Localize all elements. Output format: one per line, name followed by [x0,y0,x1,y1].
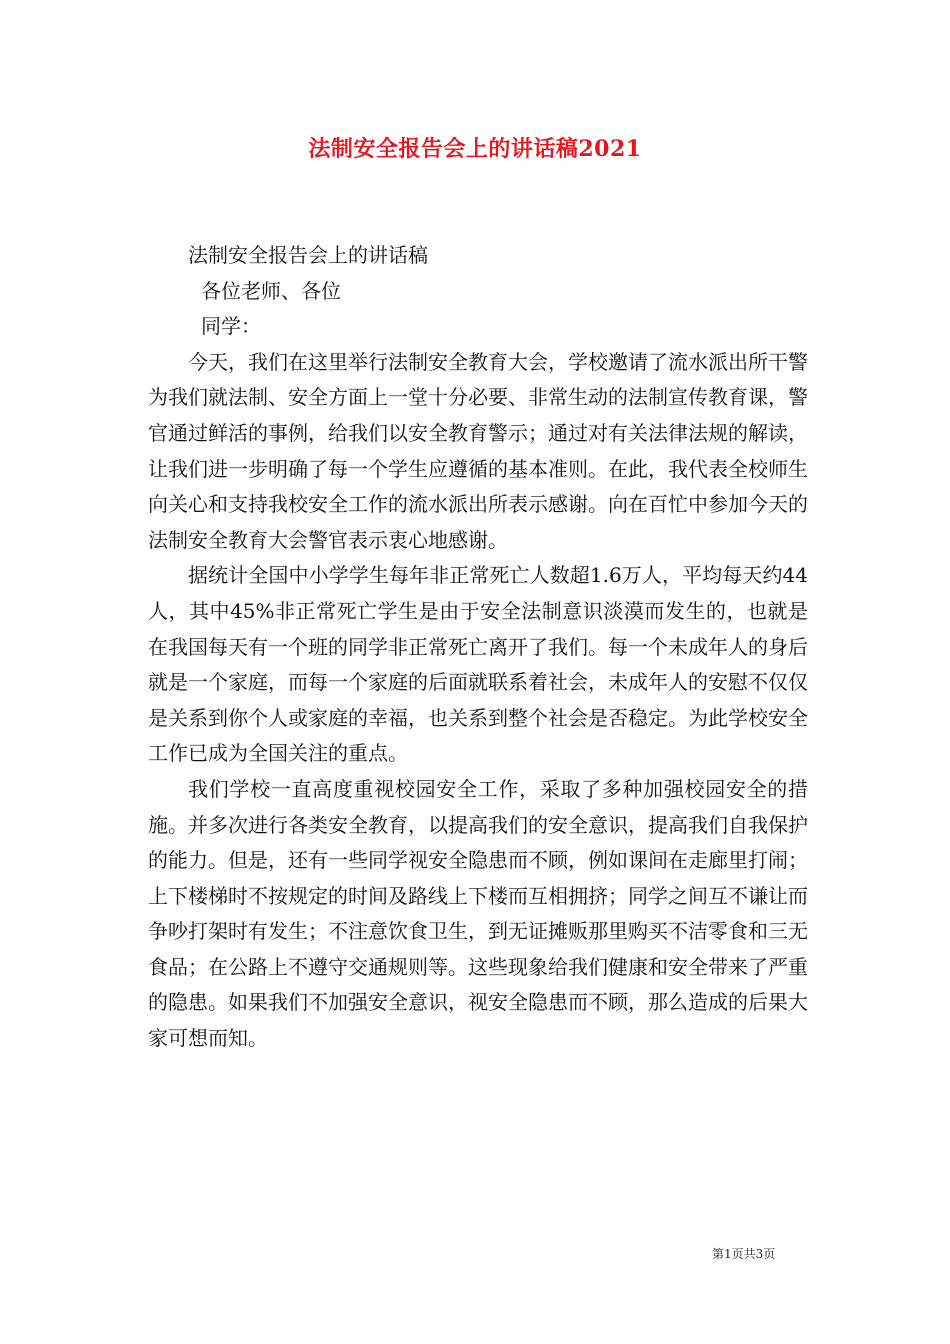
paragraph-3: 我们学校一直高度重视校园安全工作，采取了多种加强校园安全的措施。并多次进行各类安全教育，以提高我们的安全意识，提高我们自我保护的能力。但是，还有一些同学视安全隐患而不顾，例如课间在走廊里打闹；上下楼梯时不按规定的时间及路线上下楼而互相拥挤；同学之间互不谦让而争吵打架时有发生；不注意饮食卫生，到无证摊贩那里购买不洁零食和三无食品；在公路上不遵守交通规则等。这些现象给我们健康和安全带来了严重的隐患。如果我们不加强安全意识，视安全隐患而不顾，那么造成的后果大家可想而知。 [148,776,808,1051]
document-body [148,238,808,1057]
speech-subtitle: 法制安全报告会上的讲话稿 [188,243,428,267]
greeting-line-2: 同学： [201,314,261,339]
paragraph-1: 今天，我们在这里举行法制安全教育大会，学校邀请了流水派出所干警为我们就法制、安全方面上一堂十分必要、非常生动的法制宣传教育课，警官通过鲜活的事例，给我们以安全教育警示；通过对有关法律法规的解读，让我们进一步明确了每一个学生应遵循的基本准则。在此，我代表全校师生向关心和支持我校安全工作的流水派出所表示感谢。向在百忙中参加今天的法制安全教育大会警官表示衷心地感谢。 [148,349,808,552]
greeting-line-1: 各位老师、各位 [201,278,341,303]
page-number-footer: 第1页共3页 [712,1247,776,1261]
paragraph-2: 据统计全国中小学学生每年非正常死亡人数超1.6万人，平均每天约44人，其中45%非正常死亡学生是由于安全法制意识淡漠而发生的，也就是在我国每天有一个班的同学非正常死亡离开了我们。每一个未成年人的身后就是一个家庭，而每一个家庭的后面就联系着社会，未成年人的安慰不仅仅是关系到你个人或家庭的幸福，也关系到整个社会是否稳定。为此学校安全工作已成为全国关注的重点。 [148,563,808,766]
document-title: 法制安全报告会上的讲话稿2021 [308,136,642,162]
